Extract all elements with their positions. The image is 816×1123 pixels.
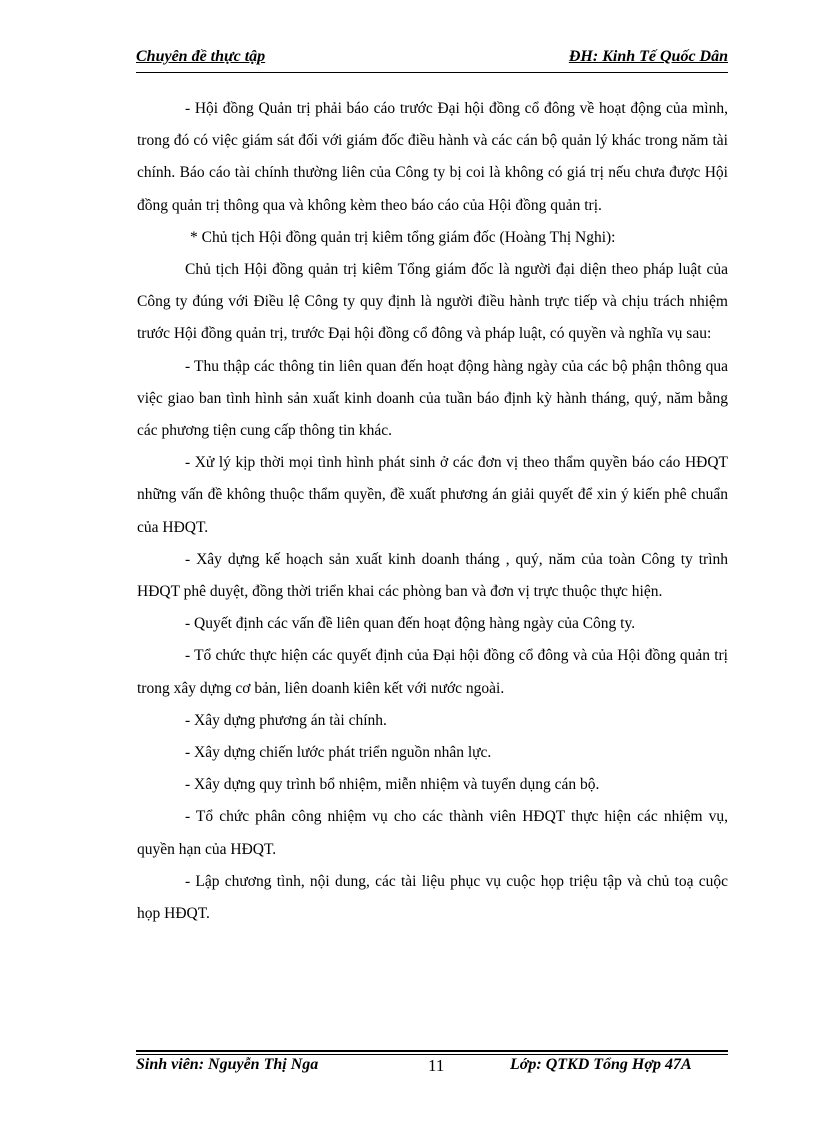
paragraph: Chủ tịch Hội đồng quản trị kiêm Tổng giám đốc là người đại diện theo pháp luật của Công ty đúng với Điều lệ Công ty quy định là người điều hành trực tiếp và chịu trách nhiệm trước Hội đồng quản trị, trước Đại hội đồng cổ đông và pháp luật, có quyền và nghĩa vụ sau: [137, 261, 728, 343]
page-footer [136, 1056, 728, 1080]
footer-student: Sinh viên: Nguyễn Thị Nga [136, 1056, 319, 1073]
list-item: - Xây dựng phương án tài chính. [185, 711, 387, 729]
list-item: - Tổ chức thực hiện các quyết định của Đại hội đồng cổ đông và của Hội đồng quản trị trong xây dựng cơ bản, liên doanh kiên kết với nước ngoài. [137, 647, 728, 697]
page-number: 11 [428, 1056, 445, 1075]
list-item: - Tổ chức phân công nhiệm vụ cho các thành viên HĐQT thực hiện các nhiệm vụ, quyền hạn của HĐQT. [137, 808, 728, 858]
list-item: - Xây dựng kế hoạch sản xuất kinh doanh tháng , quý, năm của toàn Công ty trình HĐQT phê duyệt, đồng thời triển khai các phòng ban và đơn vị trực thuộc thực hiện. [137, 550, 728, 601]
list-item: - Thu thập các thông tin liên quan đến hoạt động hàng ngày của các bộ phận thông qua việc giao ban tình hình sản xuất kinh doanh của tuần báo định kỳ hành tháng, quý, năm bằng các phương tiện cung cấp thông tin khác. [137, 357, 728, 440]
list-item: - Xây dựng quy trình bổ nhiệm, miễn nhiệm và tuyển dụng cán bộ. [185, 776, 600, 794]
list-item: - Xử lý kịp thời mọi tình hình phát sinh ở các đơn vị theo thẩm quyền báo cáo HĐQT những vấn đề không thuộc thẩm quyền, đề xuất phương án giải quyết để xin ý kiến phê chuẩn của HĐQT. [137, 454, 728, 536]
header-title: Chuyên đề thực tập [136, 48, 266, 65]
paragraph: - Hội đồng Quản trị phải báo cáo trước Đại hội đồng cổ đông về hoạt động của mình, trong đó có việc giám sát đối với giám đốc điều hành và các cán bộ quản lý khác trong năm tài chính. Báo cáo tài chính thường liên của Công ty bị coi là không có giá trị nếu chưa được Hội đồng quản trị thông qua và không kèm theo báo cáo của Hội đồng quản trị. [137, 100, 728, 214]
document-body [137, 93, 728, 930]
footer-rule-thin [136, 1054, 728, 1055]
footer-rule-thick [136, 1050, 728, 1052]
header-university: ĐH: Kinh Tế Quốc Dân [568, 48, 728, 65]
page-header [136, 48, 728, 72]
section-heading: * Chủ tịch Hội đồng quản trị kiêm tổng giám đốc (Hoàng Thị Nghi): [190, 228, 616, 246]
list-item: - Quyết định các vấn đề liên quan đến hoạt động hàng ngày của Công ty. [185, 615, 636, 633]
list-item: - Lập chương tình, nội dung, các tài liệu phục vụ cuộc họp triệu tập và chủ toạ cuộc họp HĐQT. [137, 872, 728, 923]
list-item: - Xây dựng chiến lước phát triển nguồn nhân lực. [185, 744, 492, 762]
footer-class: Lớp: QTKD Tổng Hợp 47A [510, 1056, 692, 1073]
header-rule [136, 72, 728, 73]
